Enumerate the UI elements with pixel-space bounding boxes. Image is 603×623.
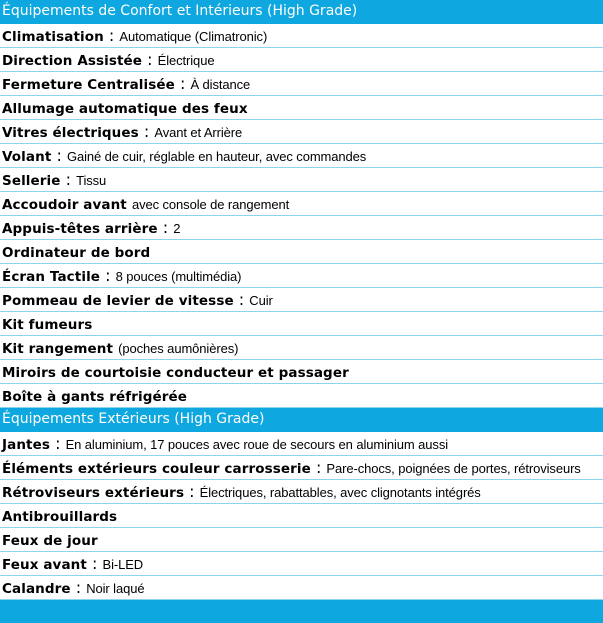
equipment-row [0,384,603,408]
interior-section-header: Équipements de Confort et Intérieurs (High Grade) [0,0,603,24]
equipment-separator: : [157,218,174,237]
equipment-label: Calandre [2,581,71,597]
equipment-row [0,240,603,264]
equipment-value: avec console de rangement [131,197,290,212]
equipment-separator: : [60,170,77,189]
equipment-label: Feux de jour [2,533,98,549]
equipment-separator: : [103,26,120,45]
footer-bar [0,600,603,623]
equipment-separator: : [70,578,87,597]
exterior-list [0,432,603,600]
equipment-label: Écran Tactile [2,269,101,285]
equipment-row [0,504,603,528]
equipment-row [0,528,603,552]
equipment-separator: : [100,266,116,285]
equipment-row [0,456,603,480]
equipment-label: Pommeau de levier de vitesse [2,293,234,309]
equipment-label: Ordinateur de bord [2,245,151,261]
equipment-label: Fermeture Centralisée [2,77,175,93]
equipment-value: 8 pouces (multimédia) [115,269,242,284]
equipment-row [0,552,603,576]
equipment-label: Kit fumeurs [2,317,93,333]
equipment-row [0,96,603,120]
equipment-value: Automatique (Climatronic) [119,29,268,44]
equipment-label: Feux avant [2,557,87,573]
equipment-separator: : [174,74,191,93]
equipment-row [0,288,603,312]
equipment-row [0,432,603,456]
equipment-value: Bi-LED [102,557,144,572]
equipment-value: Pare-chocs, poignées de portes, rétroviseurs [326,461,581,476]
equipment-row [0,480,603,504]
equipment-value: Électriques, rabattables, avec clignotants intégrés [199,485,481,500]
equipment-separator: : [142,50,158,69]
equipment-value: Gainé de cuir, réglable en hauteur, avec commandes [66,149,367,164]
equipment-row [0,120,603,144]
equipment-value: 2 [173,221,181,236]
equipment-label: Allumage automatique des feux [2,101,248,117]
equipment-label: Direction Assistée [2,53,143,69]
equipment-value: En aluminium, 17 pouces avec roue de secours en aluminium aussi [65,437,449,452]
equipment-row [0,576,603,600]
equipment-value: Avant et Arrière [154,125,243,140]
equipment-row [0,216,603,240]
equipment-row [0,72,603,96]
equipment-label: Éléments extérieurs couleur carrosserie [2,461,311,477]
equipment-row [0,48,603,72]
equipment-row [0,336,603,360]
equipment-label: Vitres électriques [2,125,139,141]
equipment-label: Antibrouillards [2,509,118,525]
equipment-label: Rétroviseurs extérieurs [2,485,185,501]
equipment-row [0,192,603,216]
equipment-value: (poches aumônières) [118,341,239,356]
equipment-value: Noir laqué [86,581,145,596]
equipment-row [0,24,603,48]
equipment-value: À distance [190,77,251,92]
equipment-value: Cuir [249,293,273,308]
equipment-label: Climatisation [2,29,104,45]
equipment-separator: : [310,458,327,477]
equipment-label: Jantes [2,437,50,453]
equipment-value: Électrique [157,53,215,68]
equipment-label: Kit rangement [2,341,114,357]
equipment-label: Sellerie [2,173,61,189]
equipment-label: Boîte à gants réfrigérée [2,389,188,405]
equipment-label: Miroirs de courtoisie conducteur et passager [2,365,349,381]
equipment-label: Accoudoir avant [2,197,127,213]
equipment-row [0,360,603,384]
equipment-separator: : [50,434,66,453]
equipment-separator: : [233,290,250,309]
equipment-row [0,168,603,192]
equipment-value: Tissu [76,173,107,188]
equipment-row [0,312,603,336]
equipment-row [0,264,603,288]
equipment-separator: : [51,146,67,165]
interior-list [0,24,603,408]
exterior-section-header: Équipements Extérieurs (High Grade) [0,408,603,432]
equipment-label: Appuis-têtes arrière [2,221,158,237]
equipment-label: Volant [2,149,52,165]
equipment-separator: : [184,482,200,501]
equipment-row [0,144,603,168]
equipment-separator: : [138,122,155,141]
equipment-separator: : [86,554,103,573]
